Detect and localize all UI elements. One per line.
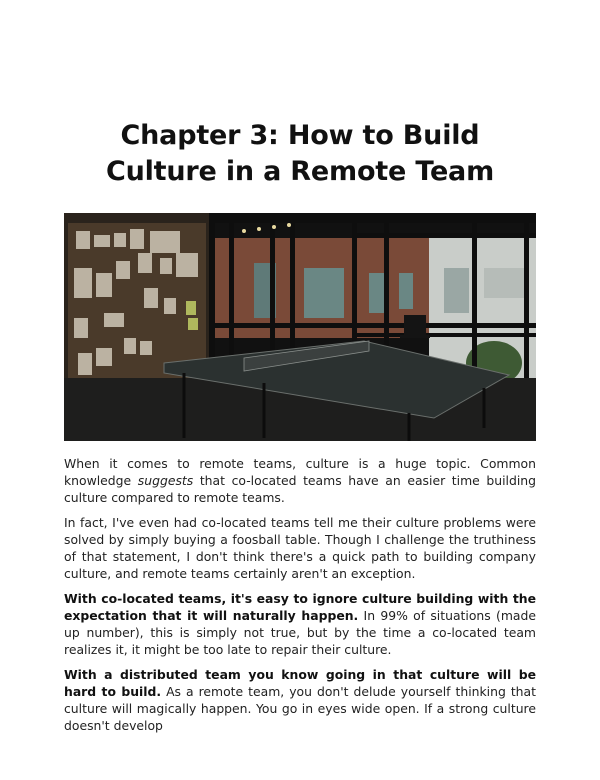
chapter-body: [64, 455, 536, 742]
ping-pong-room-image: [64, 213, 536, 441]
paragraph-2: In fact, I've even had co-located teams tell me their culture problems were solved by simply buying a foosball table. Though I challenge the truthiness of that statement, I don't think there's a quick path to building company culture, and remote teams certainly aren't an exception.: [64, 515, 536, 581]
bold-lead-colocated: With co-located teams, it's easy to ignore culture building with the expectation that it will naturally happen.: [64, 591, 536, 623]
paragraph-3: With co-located teams, it's easy to ignore culture building with the expectation that it will naturally happen. In 99% of situations (made up number), this is simply not true, but by the time a co-located team realizes it, it might be too late to repair their culture.: [64, 591, 536, 657]
emphasis-suggests: suggests: [137, 473, 194, 488]
paragraph-1: When it comes to remote teams, culture is a huge topic. Common knowledge suggests that co-located teams have an easier time building culture compared to remote teams.: [64, 456, 536, 505]
bold-lead-distributed: With a distributed team you know going in that culture will be hard to build.: [64, 667, 536, 699]
chapter-photo: [64, 213, 536, 441]
paragraph-4: With a distributed team you know going in that culture will be hard to build. As a remote team, you don't delude yourself thinking that culture will magically happen. You go in eyes wide open. If a strong culture doesn't develop: [64, 667, 536, 733]
chapter-title: Chapter 3: How to Build Culture in a Remote Team: [105, 120, 495, 187]
